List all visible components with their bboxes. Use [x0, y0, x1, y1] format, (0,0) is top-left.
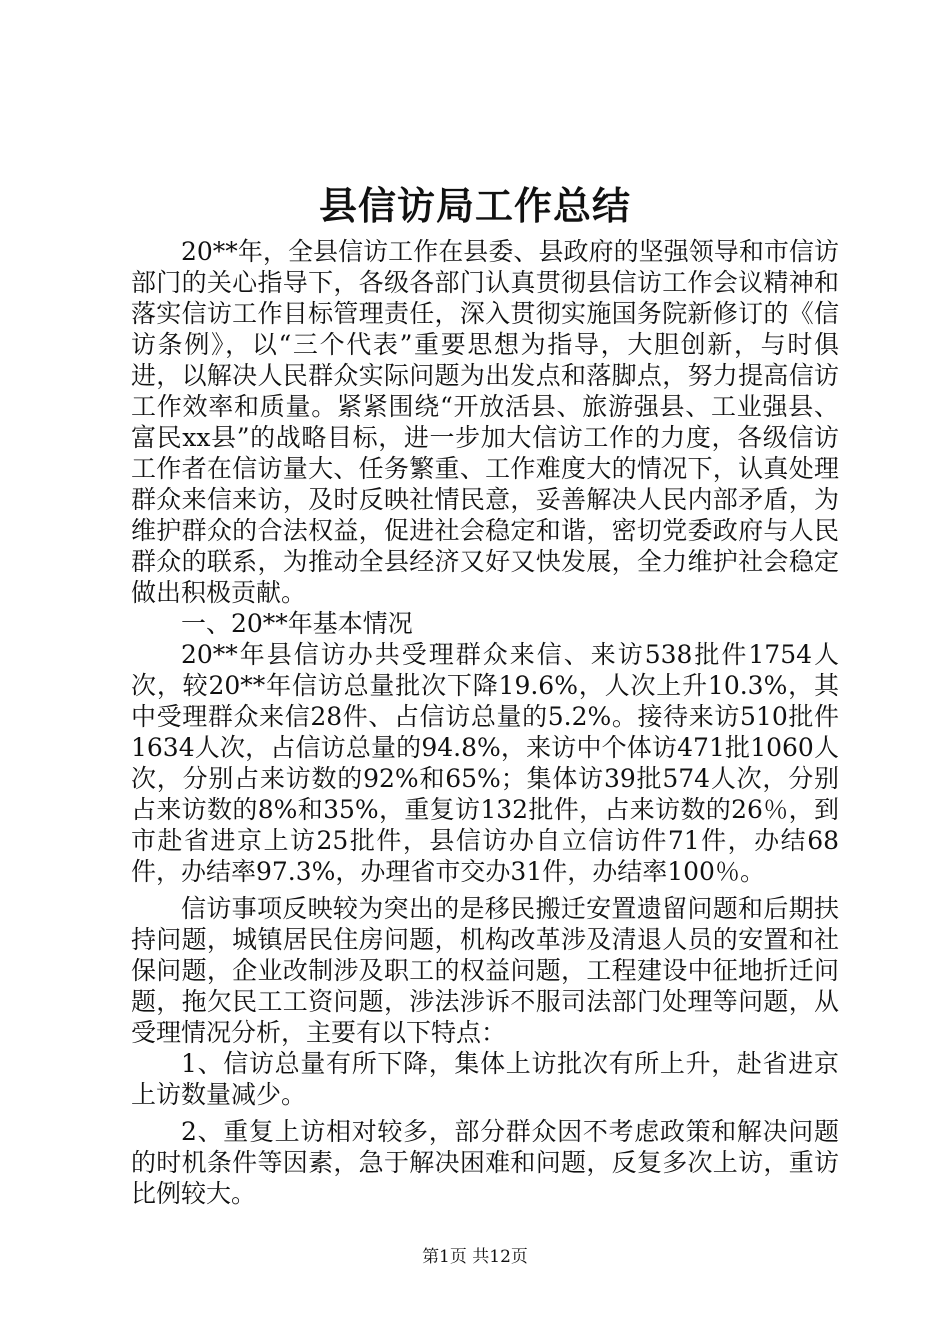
paragraph-intro: 20**年，全县信访工作在县委、县政府的坚强领导和市信访部门的关心指导下，各级各部门认真贯彻县信访工作会议精神和落实信访工作目标管理责任，深入贯彻实施国务院新修订的《信访条例》，以“三个代表”重要思想为指导，大胆创新，与时俱进，以解决人民群众实际问题为出发点和落脚点，努力提高信访工作效率和质量。紧紧围绕“开放活县、旅游强县、工业强县、富民xx县”的战略目标，进一步加大信访工作的力度，各级信访工作者在信访量大、任务繁重、工作难度大的情况下，认真处理群众来信来访，及时反映社情民意，妥善解决人民内部矛盾，为维护群众的合法权益，促进社会稳定和谐，密切党委政府与人民群众的联系，为推动全县经济又好又快发展，全力维护社会稳定做出积极贡献。 — [131, 237, 839, 607]
paragraph-statistics: 20**年县信访办共受理群众来信、来访538批件1754人次，较20**年信访总量批次下降19.6%，人次上升10.3%，其中受理群众来信28件、占信访总量的5.2%。接待来访510批件1634人次，占信访总量的94.8%，来访中个体访471批1060人次，分别占来访数的92%和65%；集体访39批574人次，分别占来访数的8%和35%，重复访132批件，占来访数的26％，到市赴省进京上访25批件，县信访办自立信访件71件，办结68件，办结率97.3%，办理省市交办31件，办结率100％。 — [131, 640, 839, 886]
paragraph-point-1: 1、信访总量有所下降，集体上访批次有所上升，赴省进京上访数量减少。 — [131, 1049, 839, 1109]
paragraph-point-2: 2、重复上访相对较多，部分群众因不考虑政策和解决问题的时机条件等因素，急于解决困难和问题，反复多次上访，重访比例较大。 — [131, 1117, 839, 1208]
paragraph-issues: 信访事项反映较为突出的是移民搬迁安置遗留问题和后期扶持问题，城镇居民住房问题，机构改革涉及清退人员的安置和社保问题，企业改制涉及职工的权益问题，工程建设中征地折迁问题，拖欠民工工资问题，涉法涉诉不服司法部门处理等问题，从受理情况分析，主要有以下特点： — [131, 894, 839, 1047]
document-body — [131, 236, 839, 1209]
page-number-footer: 第1页 共12页 — [422, 1247, 528, 1267]
document-title: 县信访局工作总结 — [318, 183, 631, 228]
section-heading-basic-situation: 一、20**年基本情况 — [181, 609, 413, 638]
